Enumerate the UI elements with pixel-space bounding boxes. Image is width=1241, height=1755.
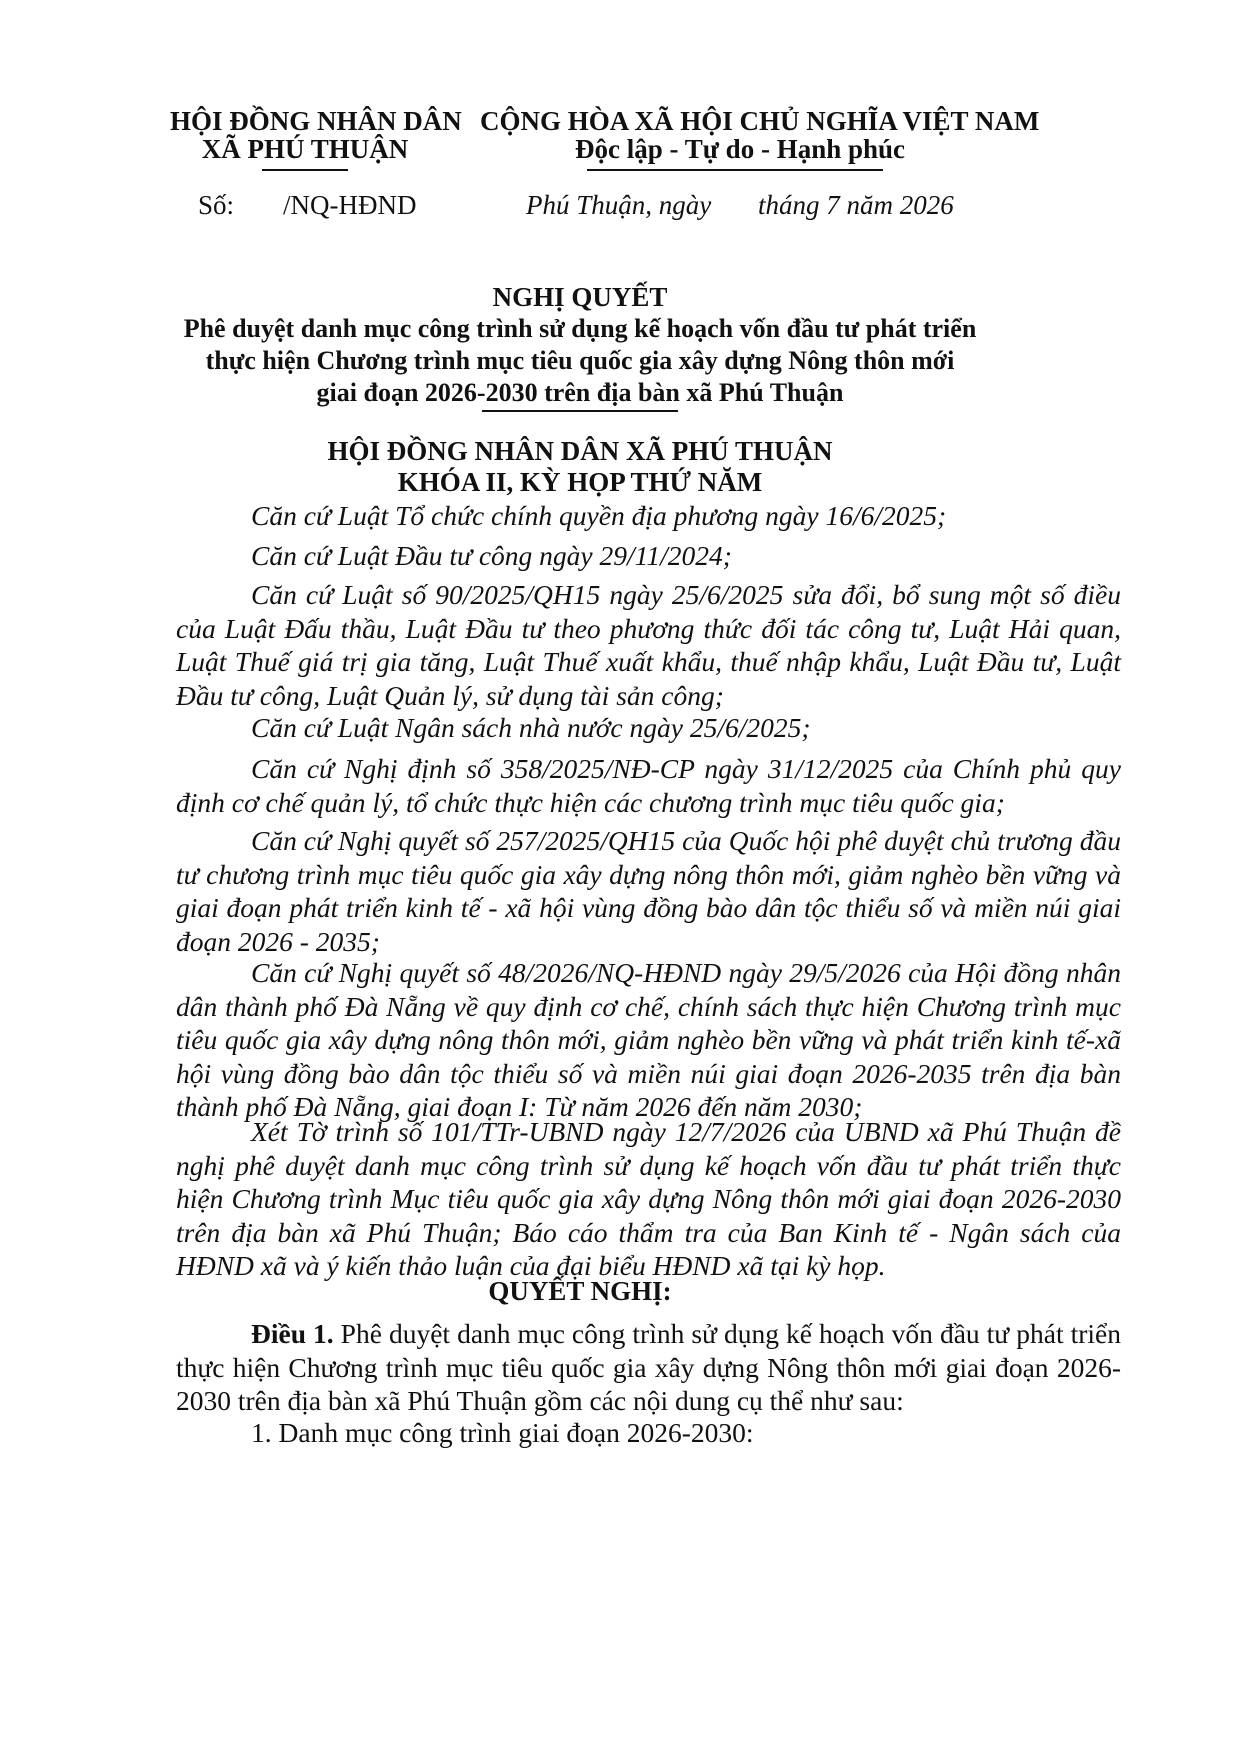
article-1-label: Điều 1. — [251, 1318, 334, 1349]
document-number-code: /NQ-HĐND — [283, 190, 417, 220]
preamble-clause-4: Căn cứ Luật Ngân sách nhà nước ngày 25/6/2025; — [251, 712, 811, 743]
document-title: NGHỊ QUYẾT — [492, 282, 668, 312]
document-subtitle-line2: thực hiện Chương trình mục tiêu quốc gia xây dựng Nông thôn mới — [205, 346, 955, 375]
preamble-clause-7: Căn cứ Nghị quyết số 48/2026/NQ-HĐND ngày 29/5/2026 của Hội đồng nhân dân thành phố Đà Nẵng về quy định cơ chế, chính sách thực hiện Chương trình mục tiêu quốc gia xây dựng nông thôn mới, giảm nghèo bền vững và phát triển kinh tế-xã hội vùng đồng bào dân tộc thiểu số và miền núi giai đoạn 2026-2035 trên địa bàn thành phố Đà Nẵng, giai đoạn I: Từ năm 2026 đến năm 2030; — [176, 957, 1121, 1122]
preamble-clause-8: Xét Tờ trình số 101/TTr-UBND ngày 12/7/2026 của UBND xã Phú Thuận đề nghị phê duyệt danh mục công trình sử dụng kế hoạch vốn đầu tư phát triển thực hiện Chương trình Mục tiêu quốc gia xây dựng Nông thôn mới giai đoạn 2026-2030 trên địa bàn xã Phú Thuận; Báo cáo thẩm tra của Ban Kinh tế - Ngân sách của HĐND xã và ý kiến thảo luận của đại biểu HĐND xã tại kỳ họp. — [176, 1116, 1121, 1281]
article-1-text: Phê duyệt danh mục công trình sử dụng kế hoạch vốn đầu tư phát triển thực hiện Chương trình mục tiêu quốc gia xây dựng Nông thôn mới giai đoạn 2026-2030 trên địa bàn xã Phú Thuận gồm các nội dung cụ thể như sau: — [176, 1318, 1122, 1416]
preamble-clause-6: Căn cứ Nghị quyết số 257/2025/QH15 của Quốc hội phê duyệt chủ trương đầu tư chương trình mục tiêu quốc gia xây dựng nông thôn mới, giảm nghèo bền vững và giai đoạn phát triển kinh tế - xã hội vùng đồng bào dân tộc thiểu số và miền núi giai đoạn 2026 - 2035; — [176, 825, 1121, 957]
issue-month-year: tháng 7 năm 2026 — [758, 190, 954, 220]
resolution-heading: QUYẾT NGHỊ: — [488, 1276, 672, 1306]
issue-place-day: Phú Thuận, ngày — [526, 190, 712, 220]
preamble-clause-3: Căn cứ Luật số 90/2025/QH15 ngày 25/6/2025 sửa đổi, bổ sung một số điều của Luật Đấu thầu, Luật Đầu tư theo phương thức đối tác công tư, Luật Hải quan, Luật Thuế giá trị gia tăng, Luật Thuế xuất khẩu, thuế nhập khẩu, Luật Đầu tư, Luật Đầu tư công, Luật Quản lý, sử dụng tài sản công; — [176, 579, 1121, 711]
issuer-name-line1: HỘI ĐỒNG NHÂN DÂN — [170, 106, 462, 136]
document-number-label: Số: — [198, 190, 235, 220]
document-subtitle-line1: Phê duyệt danh mục công trình sử dụng kế hoạch vốn đầu tư phát triển — [183, 314, 977, 343]
title-underline — [482, 410, 678, 412]
article-1 — [176, 1317, 1121, 1418]
preamble-clause-1: Căn cứ Luật Tổ chức chính quyền địa phương ngày 16/6/2025; — [251, 500, 947, 531]
national-title: CỘNG HÒA XÃ HỘI CHỦ NGHĨA VIỆT NAM — [480, 106, 1040, 136]
issuer-underline — [262, 169, 348, 171]
council-session: KHÓA II, KỲ HỌP THỨ NĂM — [397, 467, 763, 497]
motto-underline — [587, 169, 883, 171]
article-1-item-1: 1. Danh mục công trình giai đoạn 2026-2030: — [251, 1417, 754, 1448]
preamble-clause-5: Căn cứ Nghị định số 358/2025/NĐ-CP ngày 31/12/2025 của Chính phủ quy định cơ chế quản lý, tổ chức thực hiện các chương trình mục tiêu quốc gia; — [176, 753, 1121, 818]
national-motto: Độc lập - Tự do - Hạnh phúc — [574, 134, 906, 164]
document-subtitle-line3: giai đoạn 2026-2030 trên địa bàn xã Phú Thuận — [316, 378, 844, 407]
council-name: HỘI ĐỒNG NHÂN DÂN XÃ PHÚ THUẬN — [327, 436, 833, 466]
issuer-name-line2: XÃ PHÚ THUẬN — [201, 134, 409, 164]
preamble-clause-2: Căn cứ Luật Đầu tư công ngày 29/11/2024; — [251, 540, 732, 571]
